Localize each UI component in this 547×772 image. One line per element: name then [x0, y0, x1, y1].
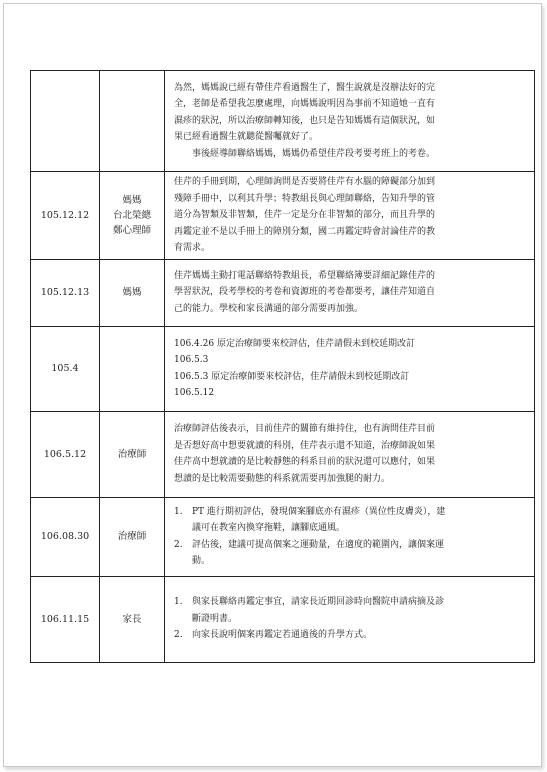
content-line: 為然，媽媽說已經有帶佳芹看過醫生了，醫生說就是沒辦法好的完: [174, 82, 436, 93]
content-line: 106.4.26 原定治療師要來校評估，佳芹請假未到校延期改訂: [174, 338, 415, 349]
contact-record-table: [30, 70, 535, 663]
record-row: [31, 411, 535, 497]
content-line: 再鑑定並不是以手冊上的障別分類，國二再鑑定時會討論佳芹的教: [174, 226, 436, 237]
date-cell: 106.08.30: [31, 497, 100, 576]
list-item-line: 與家長聯絡再鑑定事宜，請家長近期回診時向醫院申請病摘及診: [192, 597, 445, 608]
contact-person-cell: [100, 259, 165, 326]
content-cell: [165, 497, 535, 576]
content-line: 己的能力。學校和家長溝通的部分需要再加強。: [174, 303, 364, 314]
list-item-text: [192, 627, 526, 644]
date-cell: 105.4: [31, 326, 100, 411]
record-row: [31, 259, 535, 326]
content-cell: [165, 576, 535, 662]
content-line: 佳芹高中想就讀的是比較靜態的科系目前的狀況還可以應付，如果: [174, 457, 436, 467]
list-item-line: PT 進行期初評估，發現個案腳底亦有濕疹（異位性皮膚炎），建: [192, 506, 446, 517]
content-line: 全，老師是希望我怎麼處理，向媽媽說明因為事前不知道她一直有: [174, 99, 436, 110]
list-item-line: 斷證明書。: [192, 613, 238, 624]
list-item-text: [192, 594, 526, 627]
list-item-line: 向家長說明個案再鑑定若通過後的升學方式。: [192, 630, 373, 641]
content-cell: [165, 326, 535, 411]
content-cell: [165, 172, 535, 260]
content-line: 事後經導師聯絡媽媽，媽媽仍希望佳芹段考要考班上的考卷。: [192, 148, 436, 159]
date-cell: 106.5.12: [31, 411, 100, 497]
list-item-line: 議可在教室內換穿拖鞋，讓腳底通風。: [192, 523, 346, 533]
contact-person-cell: [100, 576, 165, 662]
contact-person-line: 治療師: [117, 531, 147, 542]
content-cell: [165, 411, 535, 497]
content-line: 學習狀況，段考學校的考卷和資源班的考卷都要考，讓佳芹知道自: [174, 287, 436, 298]
content-line: 106.5.3 原定治療師要來校評估，佳芹請假未到校延期改訂: [174, 371, 410, 382]
list-item: [174, 504, 526, 537]
contact-person-cell: [100, 172, 165, 260]
list-item-line: 評估後，建議可提高個案之運動量，在適度的範圍內，讓個案運: [192, 539, 445, 550]
content-line: 道分為智類及非智類，佳芹一定是分在非智類的部分，而且升學的: [174, 210, 436, 220]
list-item: [174, 627, 526, 644]
list-item-number: 1.: [174, 506, 183, 517]
contact-person-line: 鄭心理師: [112, 224, 151, 236]
contact-person-line: 媽媽: [122, 287, 142, 298]
content-line: 佳芹媽媽主動打電話聯絡特教組長，希望聯絡簿要詳細記錄佳芹的: [174, 270, 436, 281]
list-item-line: 動。: [192, 556, 211, 566]
content-line: 育需求。: [174, 243, 211, 253]
content-line: 濕疹的狀況，所以治療師轉知後，也只是告知媽媽有這個狀況，如: [174, 115, 436, 126]
content-line: 106.5.12: [174, 388, 215, 398]
record-row: [31, 497, 535, 576]
contact-person-line: 家長: [122, 613, 142, 625]
date-cell: 105.12.13: [31, 259, 100, 326]
content-cell: [165, 71, 535, 172]
list-item: [174, 594, 526, 627]
list-item-number: 1.: [174, 597, 183, 608]
list-item-number: 2.: [174, 630, 183, 641]
contact-person-cell: [100, 497, 165, 576]
content-line: 是否想好高中想要就讀的科別，佳芹表示還不知道，治療師說如果: [174, 440, 436, 451]
contact-person-line: 治療師: [117, 448, 147, 460]
contact-person-line: 台北榮總: [112, 209, 151, 221]
date-cell: 105.12.12: [31, 172, 100, 260]
list-item-text: [192, 504, 526, 537]
content-line: 想讀的是比較需要動態的科系就需要再加強腿的耐力。: [174, 473, 391, 484]
numbered-list: [174, 504, 526, 570]
contact-person-cell: [100, 71, 165, 172]
record-row: [31, 326, 535, 411]
list-item-text: [192, 537, 526, 570]
content-line: 106.5.3: [174, 355, 209, 365]
record-row: [31, 576, 535, 662]
record-row: [31, 71, 535, 172]
content-line: 佳芹的手冊到期，心理師詢問是否要將佳芹有水腦的障礙部分加到: [174, 177, 436, 187]
contact-person-cell: [100, 411, 165, 497]
date-cell: 106.11.15: [31, 576, 100, 662]
content-line: 治療師評估後表示，目前佳芹的關節有維持住，也有詢問佳芹目前: [174, 424, 436, 434]
contact-person-cell: [100, 326, 165, 411]
list-item: [174, 537, 526, 570]
content-line: 果已經看過醫生就聽從醫囑就好了。: [174, 132, 319, 143]
list-item-number: 2.: [174, 539, 183, 550]
contact-person-line: 媽媽: [122, 194, 142, 206]
content-cell: [165, 259, 535, 326]
record-row: [31, 172, 535, 260]
date-cell: [31, 71, 100, 172]
content-line: 殘障手冊中，以利其升學；特教組長與心理師聯絡，告知升學的管: [174, 193, 436, 204]
numbered-list: [174, 594, 526, 644]
